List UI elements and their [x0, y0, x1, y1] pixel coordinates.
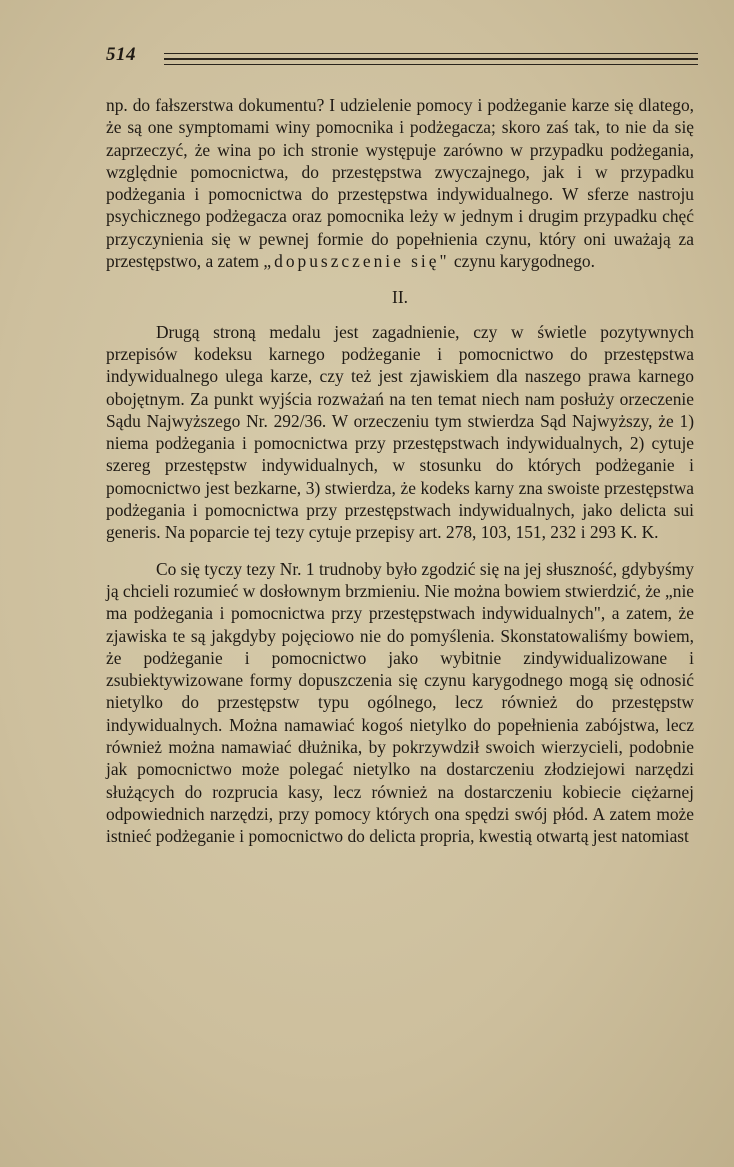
page-body: [106, 94, 694, 848]
paragraph-1: [106, 94, 694, 272]
header-rule: [164, 53, 698, 54]
paragraph-1-spaced-phrase: „dopuszczenie się": [263, 251, 450, 272]
header-rule-thick: [164, 58, 698, 60]
paragraph-1-text-b: czynu karygodnego.: [449, 251, 595, 272]
header-rule: [164, 64, 698, 65]
section-heading: II.: [392, 287, 408, 308]
paragraph-1-text-a: np. do fałszerstwa dokumentu? I udzielenie pomocy i podżeganie karze się dlatego, że są one symptomami winy pomocnika i podżegacza; skoro zaś tak, to nie da się zaprzeczyć, że wina po ich stronie występuje zarówno w przypadku podżegania, względnie pomocnictwa, do przestępstwa zwyczajnego, jak i w przypadku podżegania i pomocnictwa do przestępstwa indywidualnego. W sferze nastroju psychicznego podżegacza oraz pomocnika leży w jednym i drugim przypadku chęć przyczynienia się w pewnej formie do popełnienia czynu, który oni uważają za przestępstwo, a zatem: [106, 95, 694, 272]
page-header: [106, 44, 698, 74]
paragraph-2: Drugą stroną medalu jest zagadnienie, czy w świetle pozytywnych przepisów kodeksu karnego podżeganie i pomocnictwo do przestępstwa indywidualnego ulega karze, czy też jest zjawiskiem dla naszego prawa karnego obojętnym. Za punkt wyjścia rozważań na ten temat niech nam posłuży orzeczenie Sądu Najwyższego Nr. 292/36. W orzeczeniu tym stwierdza Sąd Najwyższy, że 1) niema podżegania i pomocnictwa przy przestępstwach indywidualnych, 2) cytuje szereg przestępstw indywidualnych, w stosunku do których podżeganie i pomocnictwo jest bezkarne, 3) stwierdza, że kodeks karny zna swoiste przestępstwa podżegania i pomocnictwa przy przestępstwach indywidualnych, jako delicta sui generis. Na poparcie tej tezy cytuje przepisy art. 278, 103, 151, 232 i 293 K. K.: [106, 321, 694, 543]
paragraph-3: Co się tyczy tezy Nr. 1 trudnoby było zgodzić się na jej słuszność, gdybyśmy ją chcieli rozumieć w dosłownym brzmieniu. Nie można bowiem stwierdzić, że „nie ma podżegania i pomocnictwa przy przestępstwach indywidualnych", a zatem, że zjawiska te są jakgdyby pojęciowo nie do pomyślenia. Skonstatowaliśmy bowiem, że podżeganie i pomocnictwo jako wybitnie zindywidualizowane i zsubiektywizowane formy dopuszczenia się czynu karygodnego mogą się odnosić nietylko do przestępstw typu ogólnego, lecz również do przestępstw indywidualnych. Można namawiać kogoś nietylko do popełnienia zabójstwa, lecz również można namawiać dłużnika, by pokrzywdził swoich wierzycieli, podobnie jak pomocnictwo może polegać nietylko na dostarczeniu złodziejowi narzędzi służących do rozprucia kasy, lecz również na dostarczeniu kobiecie ciężarnej odpowiednich narzędzi, przy pomocy których ona spędzi swój płód. A zatem może istnieć podżeganie i pomocnictwo do delicta propria, kwestią otwartą jest natomiast: [106, 558, 694, 847]
page-number: 514: [106, 44, 136, 65]
